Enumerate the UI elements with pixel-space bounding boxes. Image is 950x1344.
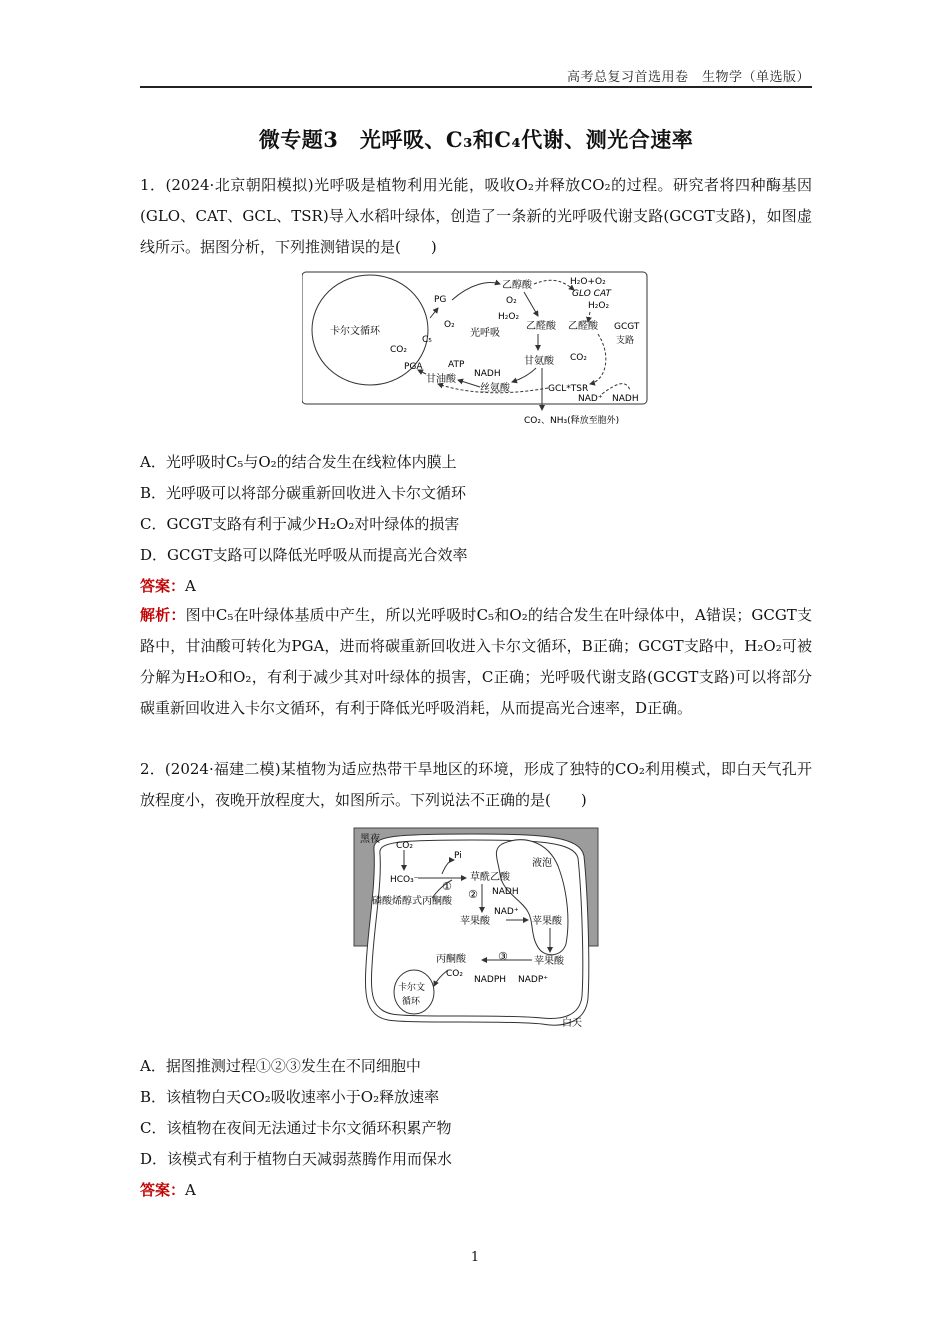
vacuole-label: 液泡 (532, 858, 552, 869)
arrow-serine-glycerate (458, 380, 480, 387)
q1-option-d: D．GCGT支路可以降低光呼吸从而提高光合效率 (140, 546, 468, 564)
h2o-o2-label: H₂O+O₂ (570, 277, 606, 287)
arrow-pg-glycolate (452, 283, 500, 300)
header-rule (140, 86, 812, 88)
glycine-label: 甘氨酸 (524, 356, 554, 367)
q1-option-c: C．GCGT支路有利于减少H₂O₂对叶绿体的损害 (140, 515, 460, 533)
release-label: CO₂、NH₃(释放至胞外) (524, 416, 620, 426)
q2-option-c: C．该植物在夜间无法通过卡尔文循环积累产物 (140, 1119, 452, 1137)
hco3-label: HCO₃⁻ (390, 875, 419, 885)
nadph-label: NADPH (474, 975, 507, 985)
co2-b-label: CO₂ (446, 969, 463, 979)
q1-answer (140, 575, 196, 596)
arrow-c5-pg (430, 308, 438, 318)
q1-option-b: B．光呼吸可以将部分碳重新回收进入卡尔文循环 (140, 484, 467, 502)
co2-b-label: CO₂ (570, 353, 587, 363)
q2-answer-value: A (185, 1181, 196, 1199)
pg-label: PG (434, 295, 447, 305)
step-3-marker: ③ (498, 950, 508, 963)
co2-label: CO₂ (390, 345, 407, 355)
malate-vacuole-label: 苹果酸 (532, 916, 562, 927)
h2o2-label: H₂O₂ (498, 312, 520, 322)
nad-label: NAD⁺ (494, 907, 519, 917)
step-2-marker: ② (468, 888, 478, 901)
o2-b-label: O₂ (506, 296, 517, 306)
glo-cat-label: GLO CAT (572, 289, 611, 299)
gcgt-label: GCGT (614, 322, 640, 332)
glyoxylate-label: 乙醛酸 (526, 321, 556, 332)
q2-figure (352, 826, 602, 1038)
oxaloacetate-label: 草酰乙酸 (470, 872, 510, 883)
glyoxylate-b-label: 乙醛酸 (568, 321, 598, 332)
q2-option-d: D．该模式有利于植物白天减弱蒸腾作用而保水 (140, 1150, 453, 1168)
q1-option-a: A．光呼吸时C₅与O₂的结合发生在线粒体内膜上 (140, 453, 457, 471)
arrow-glycine-serine (512, 368, 536, 382)
q1-answer-label: 答案： (140, 577, 186, 595)
glycerate-label: 甘油酸 (426, 374, 456, 385)
o2-label: O₂ (444, 320, 455, 330)
nadh-b-label: NADH (612, 394, 639, 404)
calvin-label-1: 卡尔文 (398, 983, 426, 993)
serine-label: 丝氨酸 (480, 383, 510, 394)
glycolate-label: 乙醇酸 (502, 280, 532, 291)
calvin-label: 卡尔文循环 (330, 326, 380, 337)
atp-label: ATP (448, 360, 465, 370)
q2-option-a: A．据图推测过程①②③发生在不同细胞中 (140, 1057, 421, 1075)
arrow-nadh-cycle (602, 384, 630, 394)
calvin-label-2: 循环 (402, 997, 421, 1007)
h2o2-b-label: H₂O₂ (588, 301, 610, 311)
pep-label: 磷酸烯醇式丙酮酸 (372, 896, 452, 907)
photorespiration-label: 光呼吸 (470, 328, 500, 339)
q1-analysis-text: 图中C₅在叶绿体基质中产生，所以光呼吸时C₅和O₂的结合发生在叶绿体中，A错误；GCGT支路中，甘油酸可转化为PGA，进而将碳重新回收进入卡尔文循环，B正确；GCGT支路中，H₂O₂可被分解为H₂O和O₂，有利于减少其对叶绿体的损害，C正确；光呼吸代谢支路(GCGT支路)可以将部分碳重新回收进入卡尔文循环，有利于降低光呼吸消耗，从而提高光合速率，D正确。 (140, 606, 812, 717)
arrow-gcgt-glo (534, 280, 574, 290)
q1-analysis-label: 解析： (140, 606, 186, 624)
q2-stem: 2．(2024·福建二模)某植物为适应热带干旱地区的环境，形成了独特的CO₂利用模式，即白天气孔开放程度小，夜晚开放程度大，如图所示。下列说法不正确的是( ) (140, 760, 812, 809)
night-label: 黑夜 (360, 834, 380, 845)
q1-stem: 1．(2024·北京朝阳模拟)光呼吸是植物利用光能，吸收O₂并释放CO₂的过程。研究者将四种酶基因(GLO、CAT、GCL、TSR)导入水稻叶绿体，创造了一条新的光呼吸代谢支路(GCGT支路)，如图虚线所示。据图分析，下列推测错误的是( ) (140, 176, 812, 256)
arrow-glycolate-glyoxylate (524, 292, 538, 316)
nadh-label: NADH (492, 887, 519, 897)
arrow-gcgt-gcl (590, 334, 606, 384)
branch-label: 支路 (616, 336, 635, 346)
malate-label: 苹果酸 (460, 916, 490, 927)
section-title: 微专题3 光呼吸、C₃和C₄代谢、测光合速率 (258, 127, 694, 152)
header-title: 高考总复习首选用卷 生物学（单选版） (566, 70, 810, 85)
page-number: 1 (470, 1250, 480, 1265)
q2-answer-label: 答案： (140, 1181, 186, 1199)
c5-label: C₅ (422, 335, 432, 345)
malate-day-label: 苹果酸 (534, 956, 564, 967)
q1-answer-value: A (185, 577, 196, 595)
q2-answer (140, 1179, 196, 1200)
photorespiration-diagram (302, 270, 650, 430)
pga-label: PGA (404, 362, 423, 372)
day-label: 白天 (562, 1018, 582, 1029)
nadh-label: NADH (474, 369, 501, 379)
nadp-label: NADP⁺ (518, 975, 548, 985)
q2-option-b: B．该植物白天CO₂吸收速率小于O₂释放速率 (140, 1088, 440, 1106)
q1-analysis (140, 600, 812, 724)
pi-label: Pi (454, 851, 462, 861)
cam-diagram (352, 826, 602, 1038)
q1-figure (302, 270, 650, 430)
gcl-tsr-label: GCL*TSR (548, 384, 589, 394)
nad-label: NAD⁺ (578, 394, 603, 404)
pyruvate-label: 丙酮酸 (436, 954, 466, 965)
co2-label: CO₂ (396, 841, 413, 851)
step-1-marker: ① (442, 880, 452, 893)
